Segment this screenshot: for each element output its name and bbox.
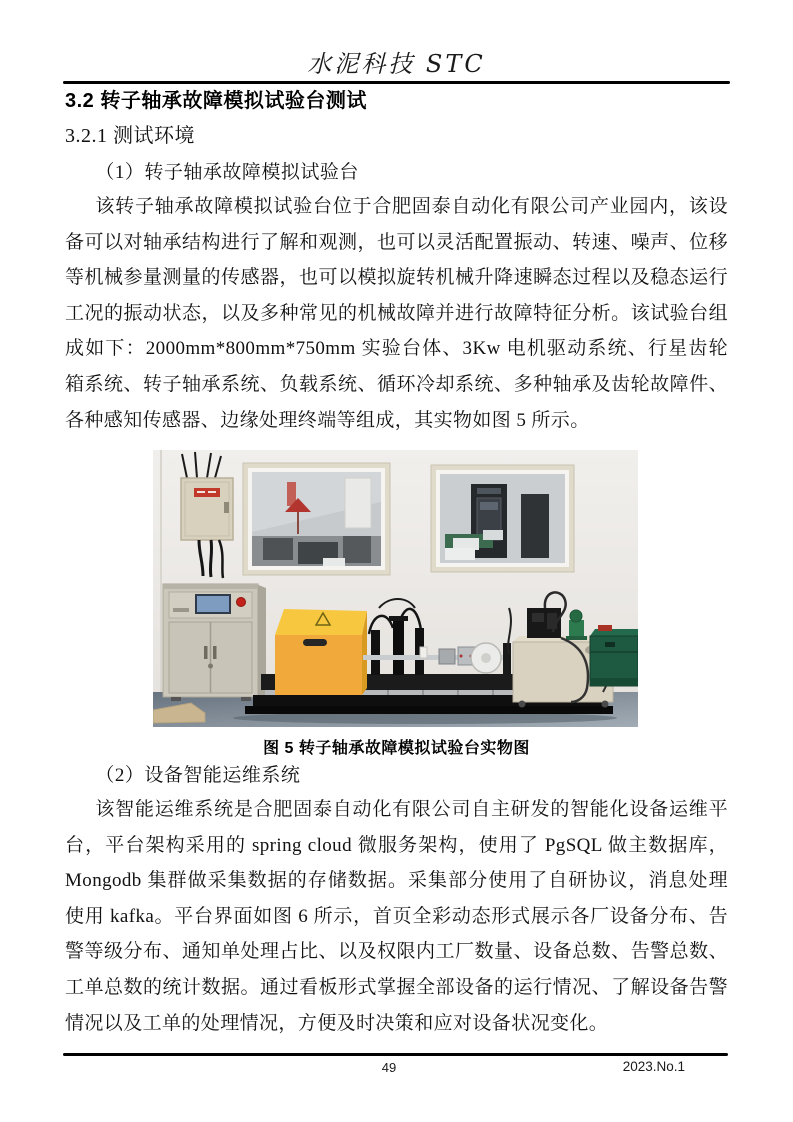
bearing-pedestal	[371, 630, 380, 675]
right-window	[431, 465, 574, 572]
test-bench-photo-svg	[153, 450, 638, 727]
emergency-stop-button	[237, 598, 246, 607]
door-lock	[208, 664, 213, 669]
latch	[224, 502, 229, 513]
page-number: 49	[381, 1060, 397, 1075]
coupling	[439, 649, 455, 664]
yellow-safety-cover	[275, 609, 367, 695]
bearing-pedestal	[393, 620, 404, 675]
control-cabinet	[163, 584, 266, 701]
journal-header-title: 水泥科技 STC	[307, 50, 486, 78]
wall-socket	[420, 647, 427, 658]
paragraph-2: 该智能运维系统是合肥固泰自动化有限公司自主研发的智能化设备运维平台，平台架构采用的 spring cloud 微服务架构，使用了 PgSQL 做主数据库，Mongodb 集群做采集数据的存储数据。采集部分使用了自研协议，消息处理使用 kafka。平台界面如图 6 所示，首页全彩动态形式展示各厂设备分布、告警等级分布、通知单处理占比、以及权限内工厂数量、设备总数、告警总数、工单总数的统计数据。通过看板形式掌握全部设备的运行情况、了解设备告警情况以及工单的处理情况，方便及时决策和应对设备状况变化。	[65, 799, 728, 1034]
door-handle	[204, 646, 208, 659]
green-toolbox	[590, 625, 638, 686]
issue-label: 2023.No.1	[622, 1059, 685, 1074]
figure5-caption: 图 5 转子轴承故障模拟试验台实物图	[263, 740, 530, 757]
second-rack	[521, 494, 549, 558]
cover-handle	[303, 639, 327, 646]
door-handle	[213, 646, 217, 659]
paragraph-1: 该转子轴承故障模拟试验台位于合肥固泰自动化有限公司产业园内，该设备可以对轴承结构进行了解和观测，也可以灵活配置振动、转速、噪声、位移等机械参量测量的传感器，也可以模拟旋转机械升降速瞬态过程以及稳态运行工况的振动状态，以及多种常见的机械故障并进行故障特征分析。该试验台组成如下：2000mm*800mm*750mm 实验台体、3Kw 电机驱动系统、行星齿轮箱系统、转子轴承系统、负载系统、循环冷却系统、多种轴承及齿轮故障件、各种感知传感器、边缘处理终端等组成，其实物如图 5 所示。	[65, 196, 728, 431]
item2-heading: （2）设备智能运维系统	[95, 765, 301, 786]
item1-heading: （1）转子轴承故障模拟试验台	[95, 162, 359, 183]
red-tool	[598, 625, 612, 631]
section-heading: 3.2 转子轴承故障模拟试验台测试	[65, 90, 367, 112]
figure5-photo	[153, 450, 638, 727]
footer-rule	[63, 1053, 728, 1056]
header-rule	[63, 81, 730, 84]
sensor-bracket	[503, 643, 511, 675]
left-window	[243, 463, 390, 575]
subsection-heading: 3.2.1 测试环境	[65, 125, 195, 147]
cable	[210, 540, 211, 577]
back-room-door	[345, 478, 371, 528]
